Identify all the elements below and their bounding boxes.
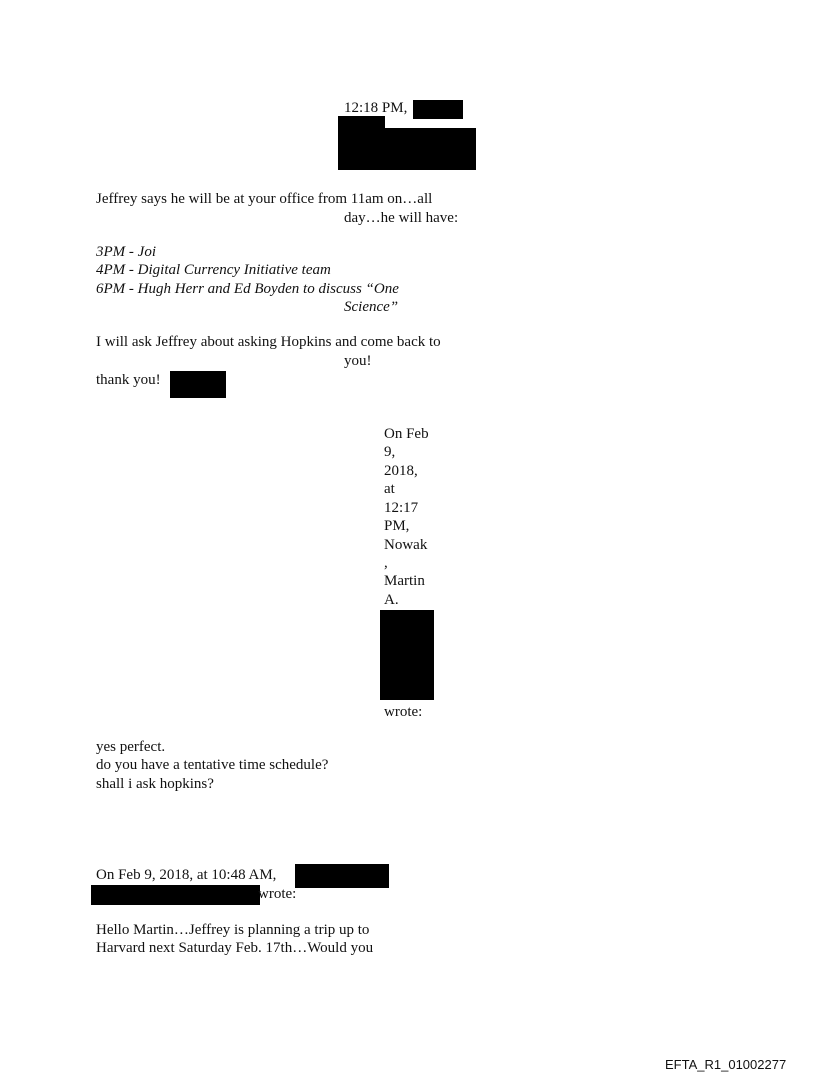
- message-line: do you have a tentative time schedule?: [96, 757, 329, 773]
- quote-header-word: ,: [384, 555, 388, 571]
- redaction-box: [413, 100, 463, 119]
- message-line: yes perfect.: [96, 739, 166, 755]
- quote-header-word: A.: [384, 592, 399, 608]
- quote-header-word: at: [384, 481, 395, 497]
- quote-header-word: On Feb: [384, 426, 429, 442]
- message-line: day…he will have:: [344, 210, 459, 226]
- schedule-item: [96, 243, 156, 261]
- schedule-time: 6PM -: [96, 281, 134, 297]
- schedule-continuation: Science”: [344, 299, 399, 315]
- document-id: EFTA_R1_01002277: [665, 1057, 787, 1072]
- schedule-text: Digital Currency Initiative team: [133, 262, 331, 278]
- schedule-item: [96, 261, 331, 279]
- quote-header-word: PM,: [384, 518, 410, 534]
- header-time: 12:18 PM,: [344, 100, 408, 116]
- quote-header-word: Nowak: [384, 537, 428, 553]
- schedule-time: 3PM -: [96, 244, 134, 260]
- redaction-box: [338, 128, 476, 170]
- message-line: shall i ask hopkins?: [96, 776, 214, 792]
- redaction-box: [295, 864, 389, 888]
- message-line: I will ask Jeffrey about asking Hopkins and come back to: [96, 334, 441, 350]
- quote2-body-line: Harvard next Saturday Feb. 17th…Would you: [96, 940, 374, 956]
- redaction-box: [170, 371, 226, 398]
- quote2-header: On Feb 9, 2018, at 10:48 AM,: [96, 867, 277, 883]
- thanks-line: thank you!: [96, 372, 161, 388]
- quote-header-word: 9,: [384, 444, 396, 460]
- schedule-time: 4PM -: [96, 262, 134, 278]
- schedule-item: [96, 280, 399, 298]
- message-line: you!: [344, 353, 372, 369]
- schedule-text: Joi: [133, 244, 156, 260]
- quote-header-word: Martin: [384, 573, 425, 589]
- quote2-body-line: Hello Martin…Jeffrey is planning a trip up to: [96, 922, 370, 938]
- redaction-box: [91, 885, 260, 905]
- quote2-wrote: wrote:: [258, 886, 297, 902]
- quote-wrote: wrote:: [384, 704, 423, 720]
- redaction-box: [380, 610, 434, 700]
- quote-header-word: 12:17: [384, 500, 419, 516]
- schedule-text: Hugh Herr and Ed Boyden to discuss “One: [133, 281, 399, 297]
- message-line: Jeffrey says he will be at your office from 11am on…all: [96, 191, 433, 207]
- quote-header-word: 2018,: [384, 463, 418, 479]
